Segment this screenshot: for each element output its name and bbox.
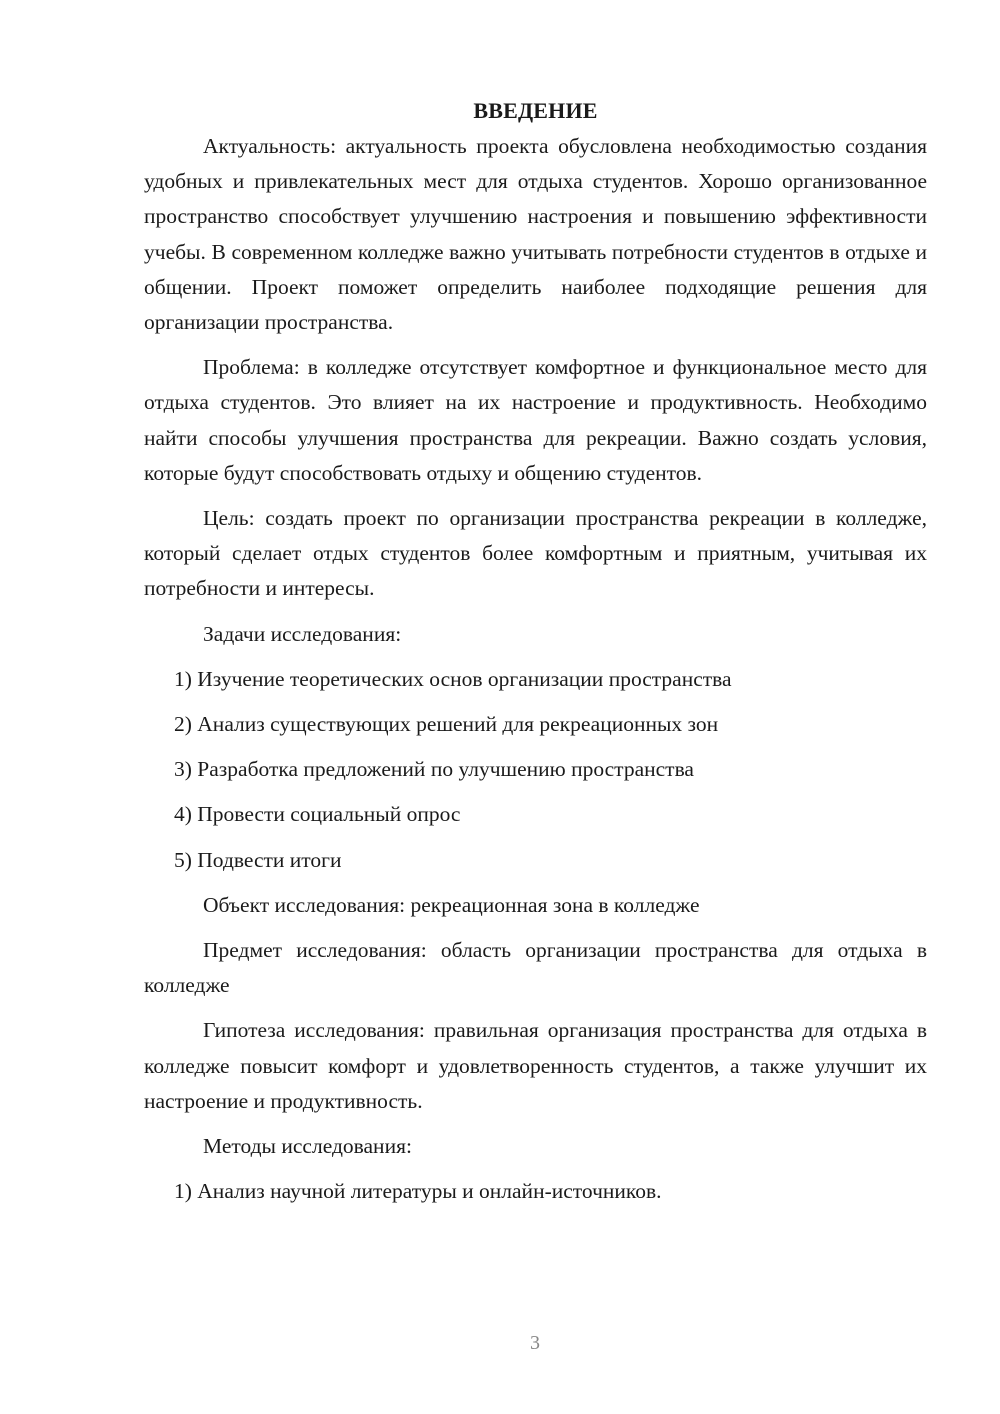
method-item: 1) Анализ научной литературы и онлайн-источников. bbox=[174, 1179, 662, 1204]
section-title: ВВЕДЕНИЕ bbox=[473, 98, 598, 123]
hypothesis-paragraph: Гипотеза исследования: правильная организация пространства для отдыха в колледже повысит комфорт и удовлетворенность студентов, а также улучшит их настроение и продуктивность. bbox=[144, 1018, 927, 1113]
relevance-paragraph: Актуальность: актуальность проекта обусловлена необходимостью создания удобных и привлекательных мест для отдыха студентов. Хорошо организованное пространство способствует улучшению настроения и повышению эффективности учебы. В современном колледже важно учитывать потребности студентов в отдыхе и общении. Проект поможет определить наиболее подходящие решения для организации пространства. bbox=[144, 134, 927, 335]
methods-label: Методы исследования: bbox=[203, 1134, 412, 1159]
task-item: 1) Изучение теоретических основ организации пространства bbox=[174, 666, 732, 691]
task-item: 3) Разработка предложений по улучшению пространства bbox=[174, 757, 694, 782]
goal-paragraph: Цель: создать проект по организации пространства рекреации в колледже, который сделает отдых студентов более комфортным и приятным, учитывая их потребности и интересы. bbox=[144, 506, 927, 601]
methods-list bbox=[144, 1174, 927, 1209]
task-item: 4) Провести социальный опрос bbox=[174, 802, 461, 827]
tasks-list bbox=[144, 662, 927, 878]
tasks-label: Задачи исследования: bbox=[203, 621, 402, 646]
task-item: 2) Анализ существующих решений для рекреационных зон bbox=[174, 712, 719, 737]
page-content bbox=[144, 96, 927, 1219]
subject-paragraph: Предмет исследования: область организации пространства для отдыха в колледже bbox=[144, 938, 927, 998]
object-line: Объект исследования: рекреационная зона в колледже bbox=[203, 892, 700, 917]
page-number: 3 bbox=[530, 1332, 540, 1354]
task-item: 5) Подвести итоги bbox=[174, 847, 342, 872]
problem-paragraph: Проблема: в колледже отсутствует комфортное и функциональное место для отдыха студентов. Это влияет на их настроение и продуктивность. Необходимо найти способы улучшения пространства для рекреации. Важно создать условия, которые будут способствовать отдыху и общению студентов. bbox=[144, 355, 927, 485]
